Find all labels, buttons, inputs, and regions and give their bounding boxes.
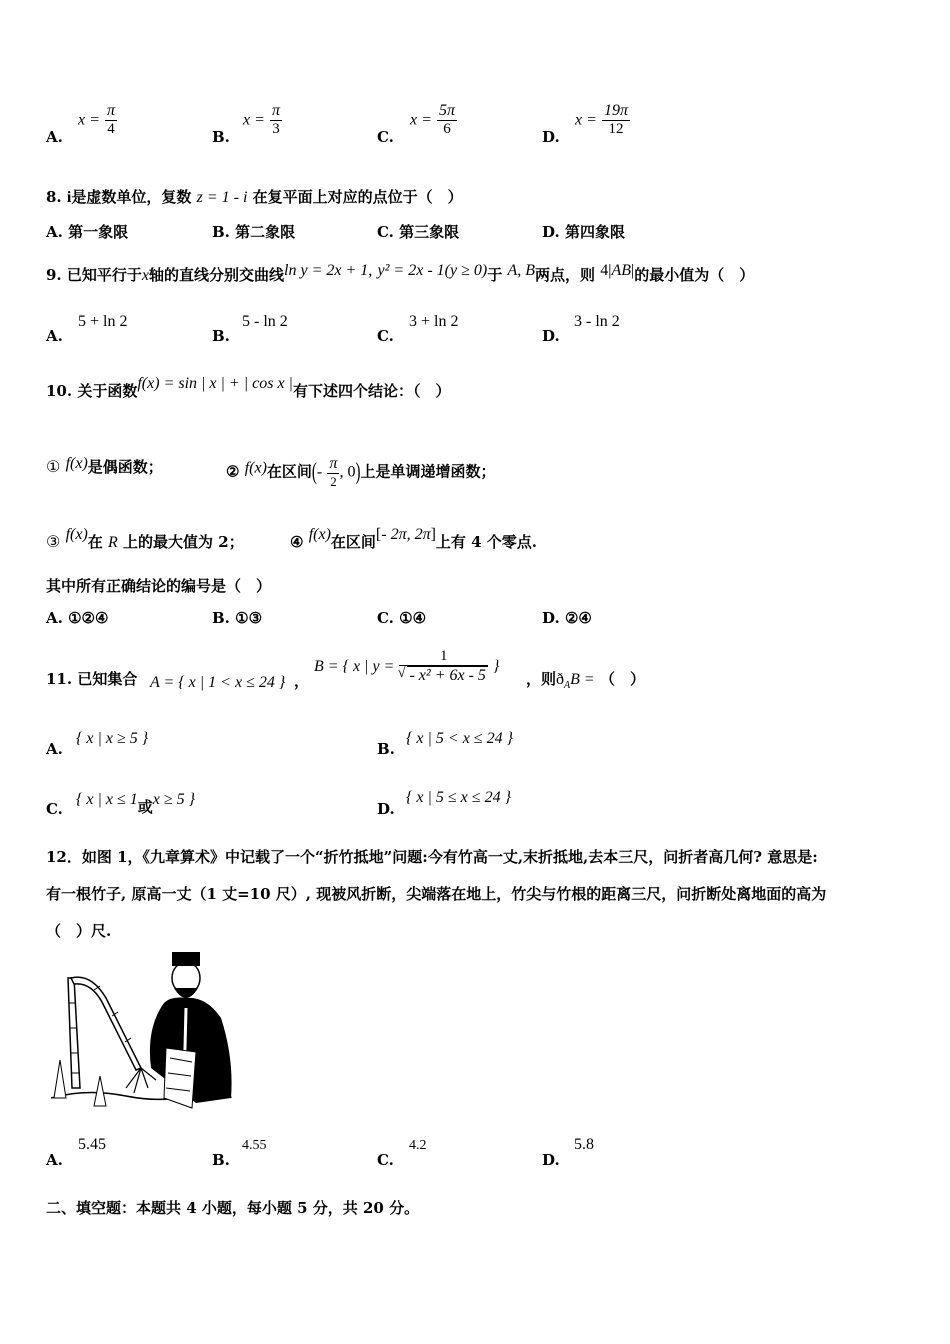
q11-option-d-label: D.: [377, 800, 395, 818]
q10-statement-2: ② f(x)在区间(- $\frac{\pi}{2}$ , 0)上是单调递增函数；: [226, 455, 496, 489]
q12-option-b-label: B.: [212, 1151, 230, 1169]
q11-comma: ，: [294, 672, 310, 690]
q11-option-c-text: { x | x ≤ 1或x ≥ 5 }: [76, 791, 196, 816]
q9-stem: 9. 已知平行于x轴的直线分别交曲线ln y = 2x + 1, y² = 2x - 1(y ≥ 0)于 A, B两点，则 4|AB|的最小值为（ ）: [46, 262, 755, 284]
q10-prompt: 其中所有正确结论的编号是（ ）: [46, 577, 272, 595]
q11-option-a-label: A.: [46, 740, 63, 758]
q9-option-d-label: D.: [542, 327, 560, 345]
q12-option-b-text: 4.55: [242, 1138, 267, 1153]
q8-option-d: D. 第四象限: [542, 223, 625, 241]
q10-option-d: D. ②④: [542, 609, 592, 627]
q12-option-d-text: 5.8: [574, 1136, 594, 1153]
q12-option-d-label: D.: [542, 1151, 560, 1169]
q12-stem-line-3: （ ）尺.: [46, 922, 112, 940]
q8-option-c: C. 第三象限: [377, 223, 460, 241]
q9-option-b-text: 5 - ln 2: [242, 313, 288, 330]
q7-option-a-label: A.: [46, 128, 63, 146]
bamboo-scholar-illustration: [46, 948, 236, 1116]
q8-option-a: A. 第一象限: [46, 223, 129, 241]
q12-stem-line-1: 12．如图 1，《九章算术》中记载了一个“折竹抵地”问题:今有竹高一丈,末折抵地,去本三尺，问折者高几何? 意思是:: [46, 848, 818, 866]
q9-option-c-label: C.: [377, 327, 394, 345]
q7-option-c-math: x = $\frac{5\pi}{6}$: [410, 102, 456, 137]
q11-option-c-label: C.: [46, 800, 63, 818]
q8-stem: 8. i是虚数单位，复数 z = 1 - i 在复平面上对应的点位于（ ）: [46, 188, 463, 206]
q10-option-c: C. ①④: [377, 609, 427, 627]
q9-option-b-label: B.: [212, 327, 230, 345]
q7-option-b-label: B.: [212, 128, 230, 146]
q11-option-a-text: { x | x ≥ 5 }: [76, 730, 149, 747]
q12-option-c-text: 4.2: [409, 1138, 427, 1153]
q12-option-a-label: A.: [46, 1151, 63, 1169]
q7-option-b-math: x = $\frac{\pi}{3}$: [243, 102, 281, 137]
q7-option-d-math: x = $\frac{19\pi}{12}$: [575, 102, 629, 137]
q10-statement-3: ③ f(x)在 R 上的最大值为 2；: [46, 526, 244, 551]
q7-option-d-label: D.: [542, 128, 560, 146]
q7-option-c-label: C.: [377, 128, 394, 146]
q11-set-a: A = { x | 1 < x ≤ 24 }: [150, 674, 286, 691]
q10-option-a: A. ①②④: [46, 609, 109, 627]
q9-option-c-text: 3 + ln 2: [409, 313, 459, 330]
q9-option-d-text: 3 - ln 2: [574, 313, 620, 330]
q12-option-c-label: C.: [377, 1151, 394, 1169]
q11-option-b-label: B.: [377, 740, 395, 758]
q11-option-b-text: { x | 5 < x ≤ 24 }: [406, 730, 513, 747]
q11-option-d-text: { x | 5 ≤ x ≤ 24 }: [406, 789, 511, 806]
q8-option-b: B. 第二象限: [212, 223, 296, 241]
section-2-title: 二、填空题：本题共 4 小题，每小题 5 分，共 20 分。: [46, 1199, 420, 1217]
q7-option-a-math: x = $\frac{\pi}{4}$: [78, 102, 116, 137]
q11-stem-start: 11. 已知集合: [46, 670, 138, 688]
q10-statement-1: ① f(x)是偶函数；: [46, 455, 163, 476]
q10-stem: 10. 关于函数f(x) = sin | x | + | cos x |有下述四个结论：（ ）: [46, 375, 451, 400]
q11-set-b: B = { x | y = 1 √ - x² + 6x - 5 }: [314, 648, 500, 684]
q10-statement-4: ④ f(x)在区间[- 2π, 2π]上有 4 个零点.: [290, 526, 538, 551]
q9-option-a-label: A.: [46, 327, 63, 345]
q12-option-a-text: 5.45: [78, 1136, 106, 1153]
q12-stem-line-2: 有一根竹子, 原高一丈（1 丈=10 尺）, 现被风折断，尖端落在地上，竹尖与竹根的距离三尺，问折断处离地面的高为: [46, 885, 827, 903]
q10-option-b: B. ①③: [212, 609, 263, 627]
q9-option-a-text: 5 + ln 2: [78, 313, 128, 330]
q11-stem-end: ，则$ð_AB$ = （ ）: [526, 670, 645, 691]
